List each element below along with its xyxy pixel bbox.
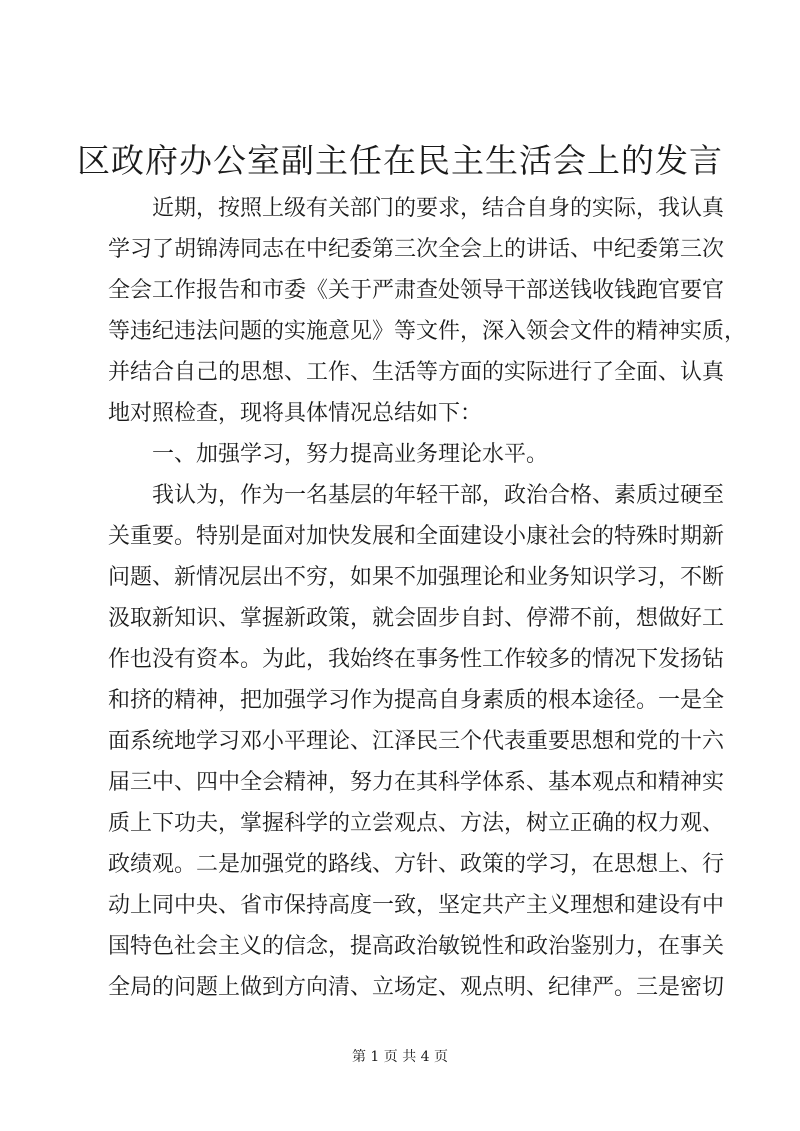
paragraph-line: 并结合自己的思想、工作、生活等方面的实际进行了全面、认真: [108, 360, 725, 385]
paragraph-line: 地对照检查，现将具体情况总结如下：: [108, 401, 483, 426]
paragraph-line: 我认为，作为一名基层的年轻干部，政治合格、素质过硬至: [152, 483, 725, 508]
paragraph-line: 学习了胡锦涛同志在中纪委第三次全会上的讲话、中纪委第三次: [108, 237, 725, 262]
paragraph-line: 质上下功夫，掌握科学的立尝观点、方法，树立正确的权力观、: [108, 811, 725, 836]
section-heading: 一、加强学习，努力提高业务理论水平。: [152, 442, 549, 467]
paragraph-line: 届三中、四中全会精神，努力在其科学体系、基本观点和精神实: [108, 770, 725, 795]
paragraph-line: 和挤的精神，把加强学习作为提高自身素质的根本途径。一是全: [108, 688, 725, 713]
paragraph-line: 国特色社会主义的信念，提高政治敏锐性和政治鉴别力，在事关: [108, 934, 725, 959]
document-body: [108, 188, 747, 1008]
paragraph-line: 关重要。特别是面对加快发展和全面建设小康社会的特殊时期新: [108, 524, 725, 549]
paragraph-line: 面系统地学习邓小平理论、江泽民三个代表重要思想和党的十六: [108, 729, 725, 754]
paragraph-line: 政绩观。二是加强党的路线、方针、政策的学习，在思想上、行: [108, 852, 725, 877]
paragraph-line: 动上同中央、省市保持高度一致，坚定共产主义理想和建设有中: [108, 893, 725, 918]
paragraph-line: 近期，按照上级有关部门的要求，结合自身的实际，我认真: [152, 196, 725, 221]
paragraph-line: 等违纪违法问题的实施意见》等文件，深入领会文件的精神实质，: [108, 319, 747, 344]
paragraph-line: 问题、新情况层出不穷，如果不加强理论和业务知识学习，不断: [108, 565, 725, 590]
paragraph-line: 全局的问题上做到方向清、立场定、观点明、纪律严。三是密切: [108, 975, 725, 1000]
page-number-footer: 第 1 页 共 4 页: [351, 1049, 449, 1065]
document-title: 区政府办公室副主任在民主生活会上的发言: [77, 141, 723, 180]
paragraph-line: 全会工作报告和市委《关于严肃查处领导干部送钱收钱跑官要官: [108, 278, 725, 303]
paragraph-line: 汲取新知识、掌握新政策，就会固步自封、停滞不前，想做好工: [108, 606, 725, 631]
paragraph-line: 作也没有资本。为此，我始终在事务性工作较多的情况下发扬钻: [108, 647, 725, 672]
